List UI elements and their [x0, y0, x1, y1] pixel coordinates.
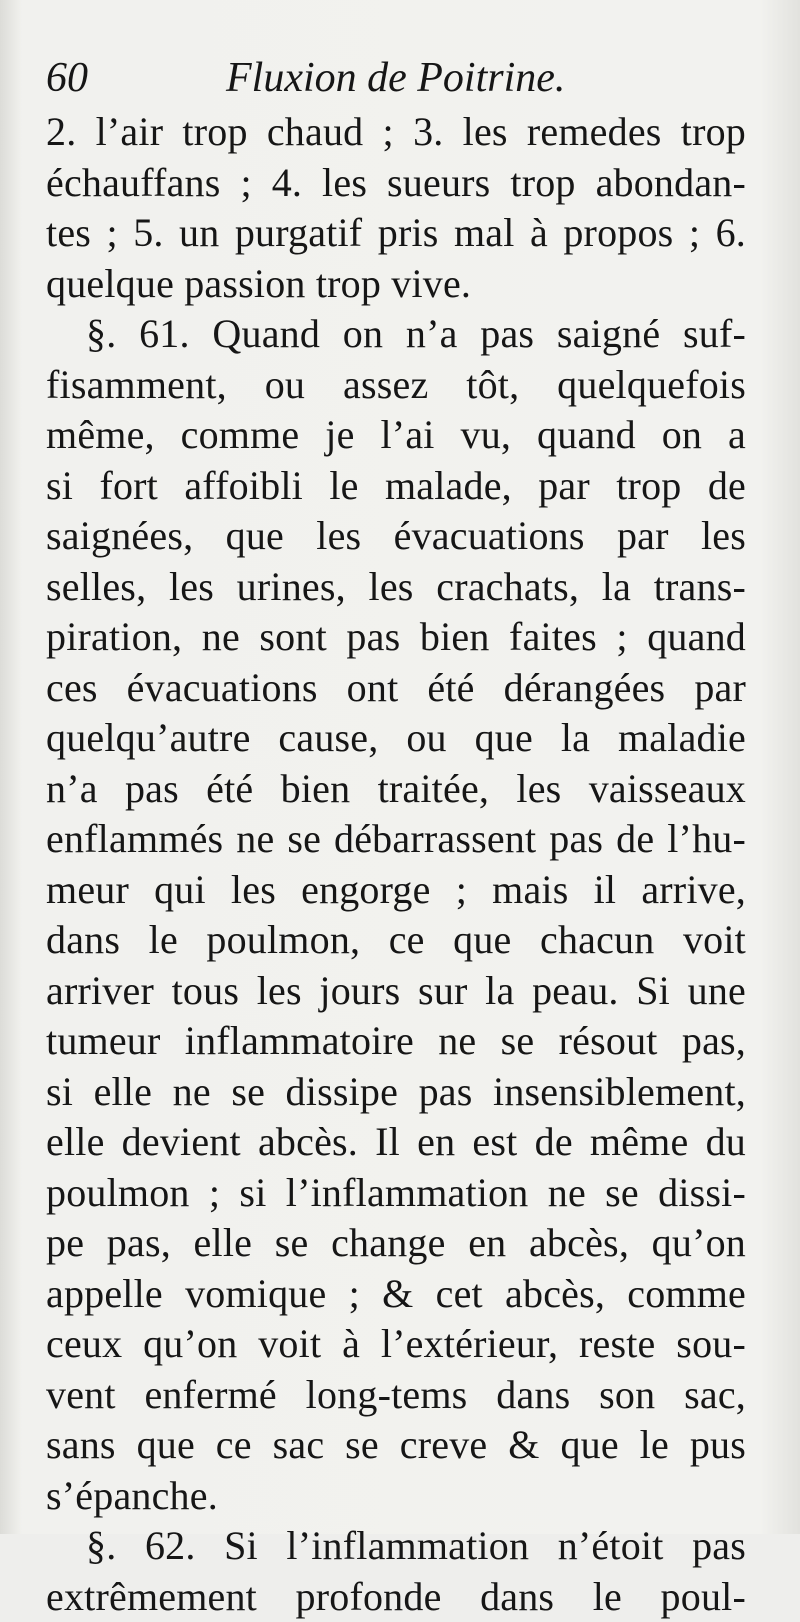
text-line: ceux qu’on voit à l’extérieur, reste sou- [46, 1319, 746, 1370]
text-line: enflammés ne se débarrassent pas de l’hu- [46, 814, 746, 865]
text-line: ces évacuations ont été dérangées par [46, 663, 746, 714]
text-line: extrêmement profonde dans le poul- [46, 1572, 746, 1622]
text-line: tes ; 5. un purgatif pris mal à propos ; 6. [46, 208, 746, 259]
text-line: quelqu’autre cause, ou que la maladie [46, 713, 746, 764]
text-line: poulmon ; si l’inflammation ne se dissi- [46, 1168, 746, 1219]
text-line: selles, les urines, les crachats, la trans- [46, 562, 746, 613]
text-line: arriver tous les jours sur la peau. Si une [46, 966, 746, 1017]
text-line: fisamment, ou assez tôt, quelquefois [46, 360, 746, 411]
text-line: si elle ne se dissipe pas insensiblement, [46, 1067, 746, 1118]
text-line: sans que ce sac se creve & que le pus [46, 1420, 746, 1471]
body-text [46, 107, 746, 1622]
text-line: si fort affoibli le malade, par trop de [46, 461, 746, 512]
text-line: elle devient abcès. Il en est de même du [46, 1117, 746, 1168]
text-line: appelle vomique ; & cet abcès, comme [46, 1269, 746, 1320]
text-line: meur qui les engorge ; mais il arrive, [46, 865, 746, 916]
text-line: saignées, que les évacuations par les [46, 511, 746, 562]
text-line: n’a pas été bien traitée, les vaisseaux [46, 764, 746, 815]
text-line: vent enfermé long-tems dans son sac, [46, 1370, 746, 1421]
text-line: §. 61. Quand on n’a pas saigné suf- [46, 309, 746, 360]
text-line: 2. l’air trop chaud ; 3. les remedes trop [46, 107, 746, 158]
text-line: §. 62. Si l’inflammation n’étoit pas [46, 1521, 746, 1572]
text-line: s’épanche. [46, 1471, 746, 1522]
page-header [46, 48, 746, 108]
text-line: échauffans ; 4. les sueurs trop abondan- [46, 158, 746, 209]
text-line: dans le poulmon, ce que chacun voit [46, 915, 746, 966]
text-line: tumeur inflammatoire ne se résout pas, [46, 1016, 746, 1067]
page-number: 60 [46, 48, 88, 108]
text-line: piration, ne sont pas bien faites ; quand [46, 612, 746, 663]
text-line: même, comme je l’ai vu, quand on a [46, 410, 746, 461]
text-line: pe pas, elle se change en abcès, qu’on [46, 1218, 746, 1269]
text-line: quelque passion trop vive. [46, 259, 746, 310]
running-title: Fluxion de Poitrine. [226, 48, 565, 108]
